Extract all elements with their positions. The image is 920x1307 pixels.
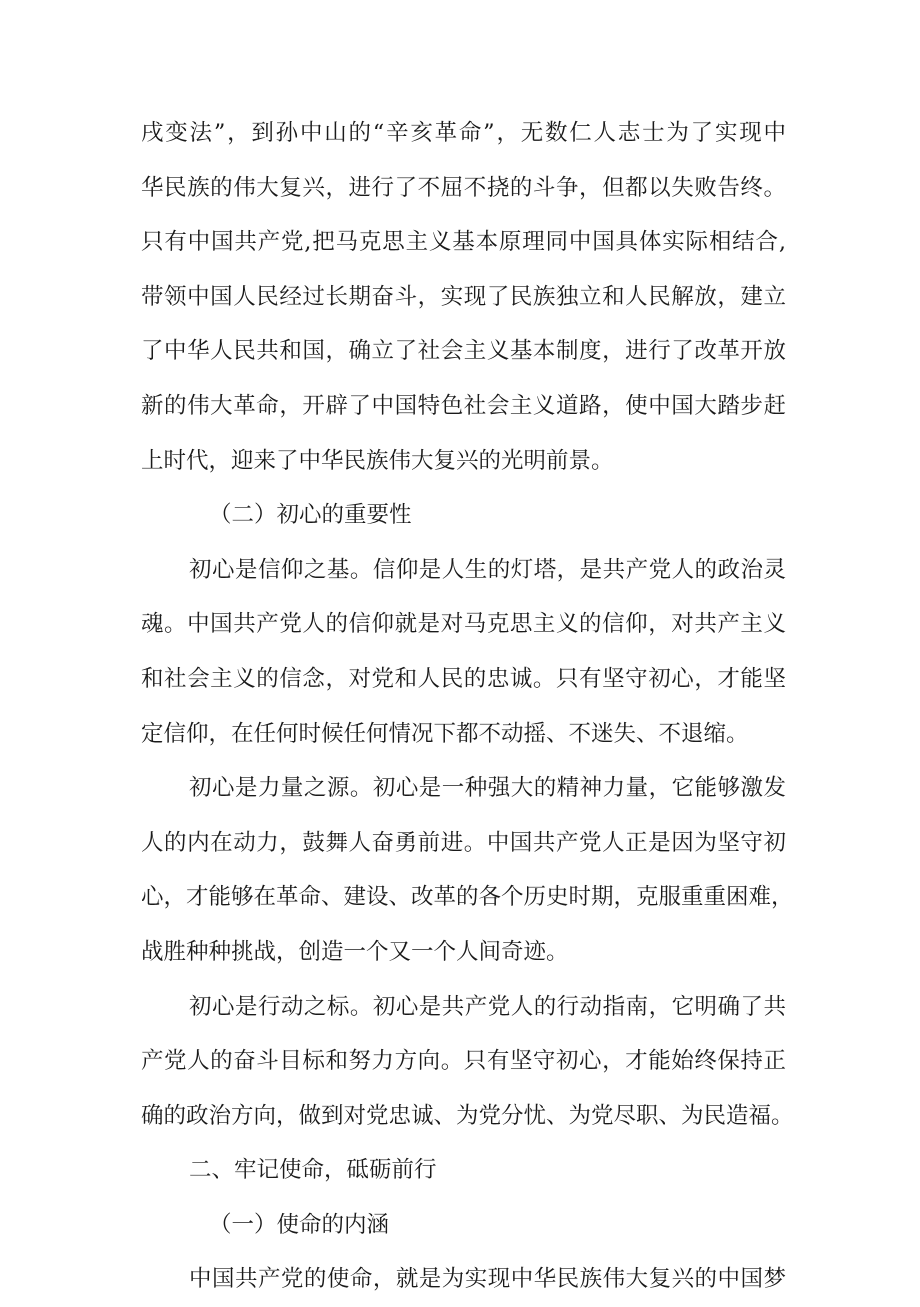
paragraph-first-line: 中国共产党的使命，就是为实现中华民族伟大复兴的中国梦	[189, 1266, 786, 1293]
body-line: 确的政治方向，做到对党忠诚、为党分忧、为党尽职、为民造福。	[141, 1102, 794, 1129]
body-line: 战胜种种挑战，创造一个又一个人间奇迹。	[141, 938, 569, 965]
body-line: 新的伟大革命，开辟了中国特色社会主义道路，使中国大踏步赶	[141, 392, 786, 419]
document-page	[141, 106, 794, 1307]
body-line: 华民族的伟大复兴，进行了不屈不挠的斗争，但都以失败告终。	[141, 174, 786, 201]
paragraph-first-line: 初心是行动之标。初心是共产党人的行动指南，它明确了共	[189, 993, 786, 1020]
paragraph-first-line: 初心是信仰之基。信仰是人生的灯塔，是共产党人的政治灵	[189, 556, 786, 583]
body-line: 上时代，迎来了中华民族伟大复兴的光明前景。	[141, 447, 614, 474]
section-heading: 二、牢记使命，砥砺前行	[189, 1157, 437, 1184]
body-line: 产党人的奋斗目标和努力方向。只有坚守初心，才能始终保持正	[141, 1048, 786, 1075]
paragraph-first-line: 初心是力量之源。初心是一种强大的精神力量，它能够激发	[189, 775, 786, 802]
body-line: 带领中国人民经过长期奋斗，实现了民族独立和人民解放，建立	[141, 283, 786, 310]
body-line: 戌变法”，到孙中山的“辛亥革命”，无数仁人志士为了实现中	[141, 120, 786, 146]
section-subheading: （一）使命的内涵	[209, 1211, 390, 1238]
section-subheading: （二）初心的重要性	[209, 502, 412, 529]
body-line: 人的内在动力，鼓舞人奋勇前进。中国共产党人正是因为坚守初	[141, 829, 786, 856]
body-line: 魂。中国共产党人的信仰就是对马克思主义的信仰，对共产主义	[141, 611, 786, 638]
body-line: 心，才能够在革命、建设、改革的各个历史时期，克服重重困难，	[141, 884, 794, 911]
body-line: 了中华人民共和国，确立了社会主义基本制度，进行了改革开放	[141, 338, 786, 365]
body-line: 只有中国共产党,把马克思主义基本原理同中国具体实际相结合,	[141, 229, 786, 256]
body-line: 定信仰，在任何时候任何情况下都不动摇、不迷失、不退缩。	[141, 720, 749, 747]
body-line: 和社会主义的信念，对党和人民的忠诚。只有坚守初心，才能坚	[141, 665, 786, 692]
